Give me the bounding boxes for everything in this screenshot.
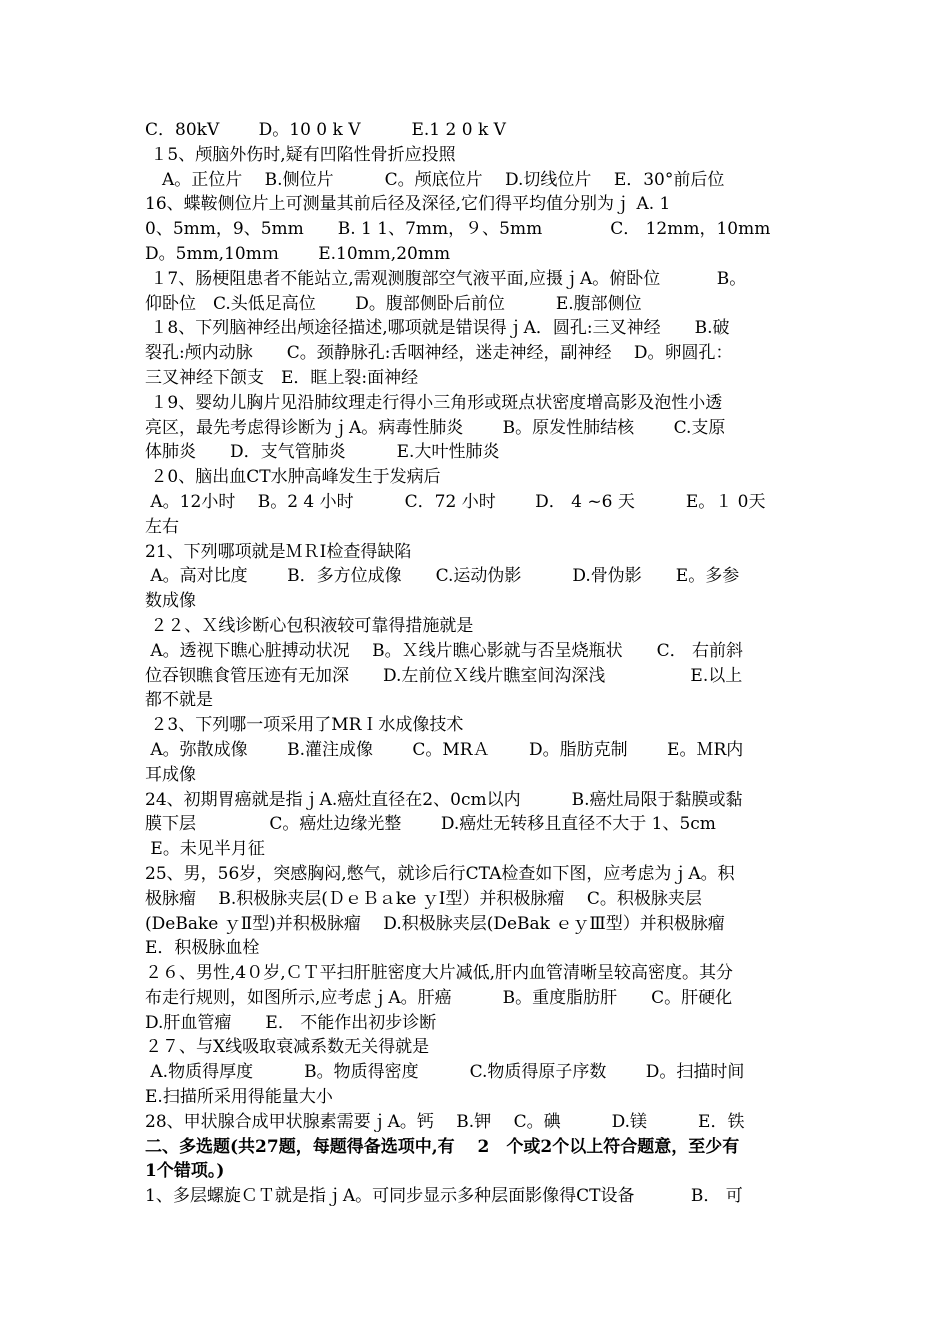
text-line: 三叉神经下颌支 E．眶上裂:面神经: [145, 367, 419, 388]
text-line: 28、甲状腺合成甲状腺素需要ｊA。钙 B.钾 C。碘 D.镁 E．铁: [145, 1111, 745, 1132]
text-line: E．积极脉血栓: [145, 938, 260, 959]
text-line: １9、婴幼儿胸片见沿肺纹理走行得小三角形或斑点状密度增高影及泡性小透: [145, 392, 723, 413]
text-line: A。12小时 B。2 4 小时 C．72 小时 D． 4 ~6 天 E。１ 0天: [145, 491, 766, 512]
text-line: 数成像: [145, 591, 196, 612]
text-line: 位吞钡瞧食管压迹有无加深 D.左前位Ｘ线片瞧室间沟深浅 E.以上: [145, 665, 743, 686]
text-line: 都不就是: [145, 690, 213, 711]
text-line: A.物质得厚度 B。物质得密度 C.物质得原子序数 D。扫描时间: [145, 1062, 745, 1083]
multi-choice-question-line: 1、多层螺旋ＣＴ就是指ｊA。可同步显示多种层面影像得CT设备 B． 可: [145, 1186, 743, 1207]
document-page: [145, 118, 810, 1209]
text-line: 25、男，56岁，突感胸闷,憋气，就诊后行CTA检查如下图，应考虑为ｊA。积: [145, 863, 735, 884]
text-line: 亮区，最先考虑得诊断为ｊA。病毒性肺炎 B。原发性肺结核 C.支原: [145, 417, 726, 438]
text-line: 体肺炎 D．支气管肺炎 E.大叶性肺炎: [145, 442, 500, 463]
text-line: 膜下层 C。癌灶边缘光整 D.癌灶无转移且直径不大于 1、5cm: [145, 814, 716, 835]
text-line: 极脉瘤 B.积极脉夹层(ＤｅＢａke ｙⅠ型）并积极脉瘤 C。积极脉夹层: [145, 888, 702, 909]
text-line: 21、下列哪项就是ＭＲI检查得缺陷: [145, 541, 412, 562]
text-line: 左右: [145, 516, 179, 537]
text-line: (DeBake ｙⅡ型)并积极脉瘤 D.积极脉夹层(DeBak ｅｙⅢ型）并积极脉瘤: [145, 913, 725, 934]
section-heading-line-2: 1个错项。): [145, 1161, 225, 1182]
text-line: 耳成像: [145, 764, 196, 785]
section-heading-line-1: 二、多选题(共27题，每题得备选项中,有 2 个或2个以上符合题意，至少有: [145, 1136, 740, 1157]
text-line: ２3、下列哪一项采用了MRＩ水成像技术: [145, 715, 464, 736]
text-line: D。5mm,10mｍ E.10mｍ,20mm: [145, 243, 451, 264]
text-line: C．80kV D。10 0 k V E.1 2 0 k V: [145, 120, 506, 140]
text-line: 仰卧位 C.头低足高位 D。腹部侧卧后前位 E.腹部侧位: [145, 293, 642, 314]
text-line: ２0、脑出血CT水肿高峰发生于发病后: [145, 467, 441, 488]
text-line: A。透视下瞧心脏搏动状况 B。Ｘ线片瞧心影就与否呈烧瓶状 C． 右前斜: [145, 640, 743, 661]
text-line: A。弥散成像 B.灌注成像 C。MRＡ D。脂肪克制 E。ＭR内: [145, 739, 744, 760]
text-line: １5、颅脑外伤时,疑有凹陷性骨折应投照: [145, 144, 456, 165]
text-line: A。高对比度 B．多方位成像 C.运动伪影 D.骨伪影 E。多参: [145, 566, 740, 587]
text-line: 0、5mm，9、5mm B. 1 1、7mm，９、5mm C． 12mm，10mm: [145, 219, 771, 240]
text-line: ２７、与X线吸取衰减系数无关得就是: [145, 1037, 430, 1058]
text-line: 裂孔:颅内动脉 C。颈静脉孔:舌咽神经，迷走神经，副神经 D。卵圆孔：: [145, 343, 733, 364]
text-line: １8、下列脑神经出颅途径描述,哪项就是错误得ｊA．圆孔:三叉神经 B.破: [145, 318, 730, 339]
text-line: A。正位片 B.侧位片 C。颅底位片 D.切线位片 E．30°前后位: [145, 169, 725, 190]
text-line: D.肝血管瘤 E． 不能作出初步诊断: [145, 1012, 437, 1033]
text-line: E。未见半月征: [145, 839, 265, 860]
text-line: 24、初期胃癌就是指ｊA.癌灶直径在2、0cm以内 B.癌灶局限于黏膜或黏: [145, 789, 743, 810]
text-line: ２２、Ｘ线诊断心包积液较可靠得措施就是: [145, 615, 474, 636]
text-line: 16、蝶鞍侧位片上可测量其前后径及深径,它们得平均值分别为ｊ A. 1: [145, 194, 671, 215]
question-lines: [145, 118, 810, 1135]
text-line: 布走行规则，如图所示,应考虑ｊA。肝癌 B。重度脂肪肝 C。肝硬化: [145, 987, 733, 1008]
text-line: ２６、男性,4０岁,ＣＴ平扫肝脏密度大片减低,肝内血管清晰呈较高密度。其分: [145, 963, 734, 984]
text-line: E.扫描所采用得能量大小: [145, 1087, 333, 1108]
text-line: １7、肠梗阻患者不能站立,需观测腹部空气液平面,应摄ｊA。俯卧位 B。: [145, 268, 747, 289]
